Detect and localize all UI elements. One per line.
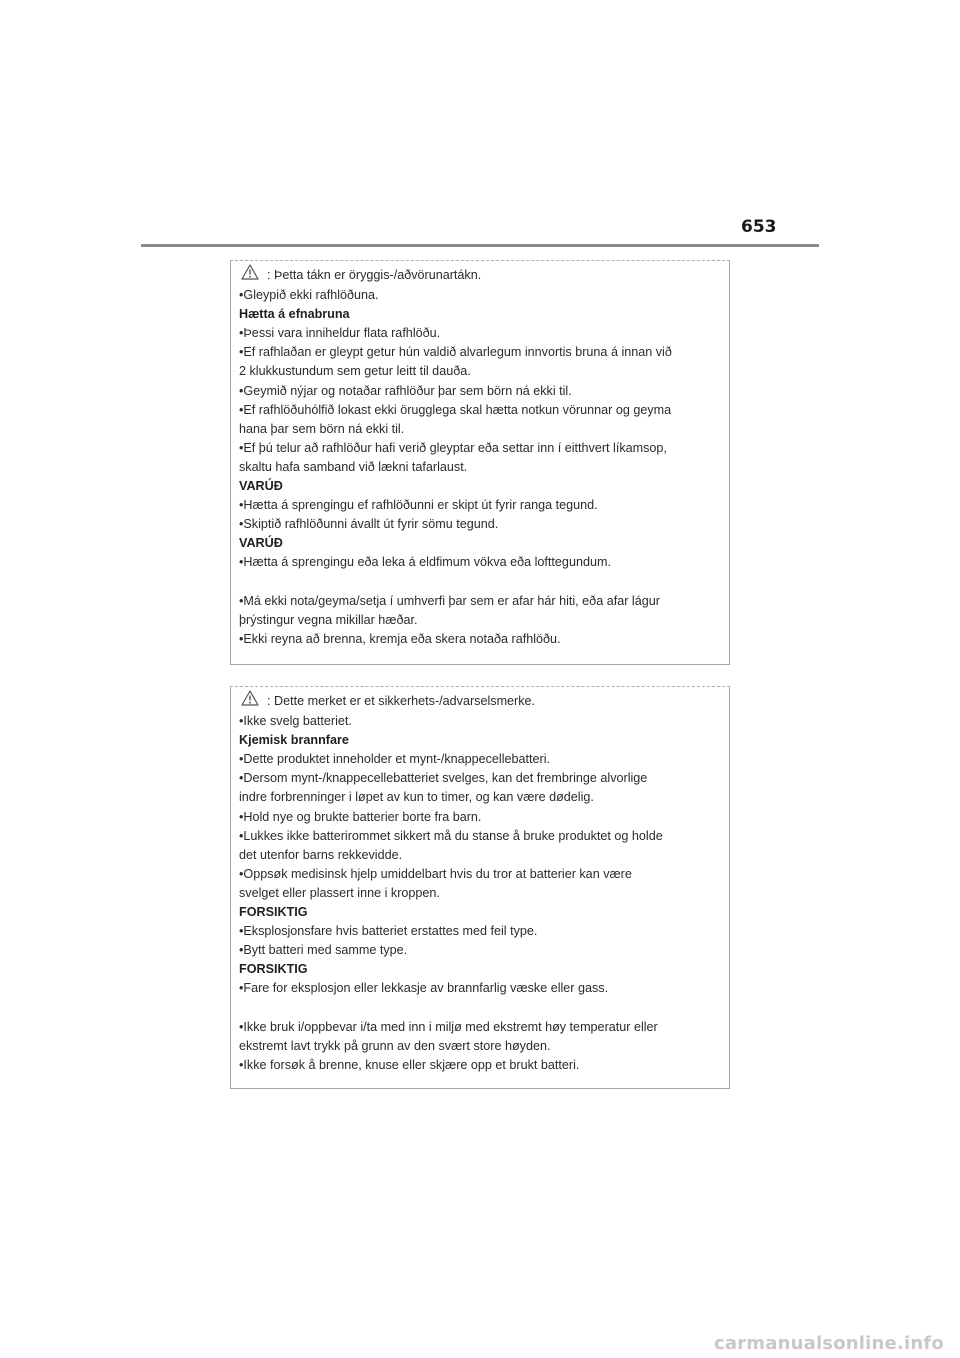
footer-watermark: carmanualsonline.info — [713, 1333, 944, 1354]
warning-heading: VARÚÐ — [239, 479, 283, 494]
warning-line: •Ef rafhlaðan er gleypt getur hún valdið alvarlegum innvortis bruna á innan við — [239, 345, 672, 360]
warning-line: •Gleypið ekki rafhlöðuna. — [239, 288, 379, 303]
warning-line: svelget eller plassert inne i kroppen. — [239, 885, 440, 900]
warning-line: •Hætta á sprengingu eða leka á eldfimum vökva eða lofttegundum. — [239, 555, 611, 570]
warning-line: •Ikke bruk i/oppbevar i/ta med inn i miljø med ekstremt høy temperatur eller — [239, 1019, 658, 1034]
warning-line: 2 klukkustundum sem getur leitt til dauða. — [239, 364, 471, 379]
warning-line: ekstremt lavt trykk på grunn av den svært store høyden. — [239, 1038, 551, 1053]
warning-line: •Ef rafhlöðuhólfið lokast ekki örugglega skal hætta notkun vörunnar og geyma — [239, 402, 672, 417]
warning-line: •Ikke svelg batteriet. — [239, 714, 352, 729]
page-number: 653 — [741, 217, 777, 237]
warning-line: •Dette produktet inneholder et mynt-/knappecellebatteri. — [239, 752, 551, 767]
warning-line: •Skiptið rafhlöðunni ávallt út fyrir sömu tegund. — [239, 517, 499, 532]
warning-lines — [239, 712, 729, 1075]
warning-box-icelandic — [230, 260, 730, 665]
warning-heading: FORSIKTIG — [239, 962, 308, 977]
warning-heading: FORSIKTIG — [239, 905, 308, 920]
warning-line: •Bytt batteri med samme type. — [239, 943, 408, 958]
warning-title: : Þetta tákn er öryggis-/aðvörunartákn. — [267, 267, 482, 282]
warning-line: •Hætta á sprengingu ef rafhlöðunni er skipt út fyrir ranga tegund. — [239, 498, 598, 513]
warning-line: •Oppsøk medisinsk hjelp umiddelbart hvis du tror at batterier kan være — [239, 866, 632, 881]
warning-lines — [239, 286, 729, 649]
warning-line: •Ekki reyna að brenna, kremja eða skera notaða rafhlöðu. — [239, 631, 561, 646]
warning-triangle-icon — [239, 264, 267, 286]
warning-title-row — [239, 264, 481, 286]
warning-heading: Kjemisk brannfare — [239, 733, 349, 748]
warning-line: •Eksplosjonsfare hvis batteriet erstattes med feil type. — [239, 924, 538, 939]
warning-line: indre forbrenninger i løpet av kun to timer, og kan være dødelig. — [239, 790, 594, 805]
warning-line: •Má ekki nota/geyma/setja í umhverfi þar sem er afar hár hiti, eða afar lágur — [239, 593, 660, 608]
header-rule — [141, 244, 819, 247]
warning-line: skaltu hafa samband við lækni tafarlaust. — [239, 459, 468, 474]
warning-line: •Hold nye og brukte batterier borte fra barn. — [239, 809, 482, 824]
warning-box-norwegian — [230, 686, 730, 1089]
warning-line: •Ikke forsøk å brenne, knuse eller skjære opp et brukt batteri. — [239, 1057, 580, 1072]
warning-line: •Geymið nýjar og notaðar rafhlöður þar sem börn ná ekki til. — [239, 383, 572, 398]
warning-line: det utenfor barns rekkevidde. — [239, 847, 403, 862]
warning-line: •Þessi vara inniheldur flata rafhlöðu. — [239, 326, 441, 341]
warning-heading: Hætta á efnabruna — [239, 307, 350, 322]
warning-title-row — [239, 690, 535, 712]
warning-title: : Dette merket er et sikkerhets-/advarselsmerke. — [267, 693, 536, 708]
warning-line: •Dersom mynt-/knappecellebatteriet svelges, kan det frembringe alvorlige — [239, 771, 648, 786]
warning-heading: VARÚÐ — [239, 536, 283, 551]
warning-triangle-icon — [239, 690, 267, 712]
warning-line: •Lukkes ikke batterirommet sikkert må du stanse å bruke produktet og holde — [239, 828, 663, 843]
warning-line: þrýstingur vegna mikillar hæðar. — [239, 612, 418, 627]
warning-line: hana þar sem börn ná ekki til. — [239, 421, 405, 436]
warning-line: •Fare for eksplosjon eller lekkasje av brannfarlig væske eller gass. — [239, 981, 609, 996]
warning-line: •Ef þú telur að rafhlöður hafi verið gleyptar eða settar inn í eitthvert líkamsop, — [239, 440, 667, 455]
